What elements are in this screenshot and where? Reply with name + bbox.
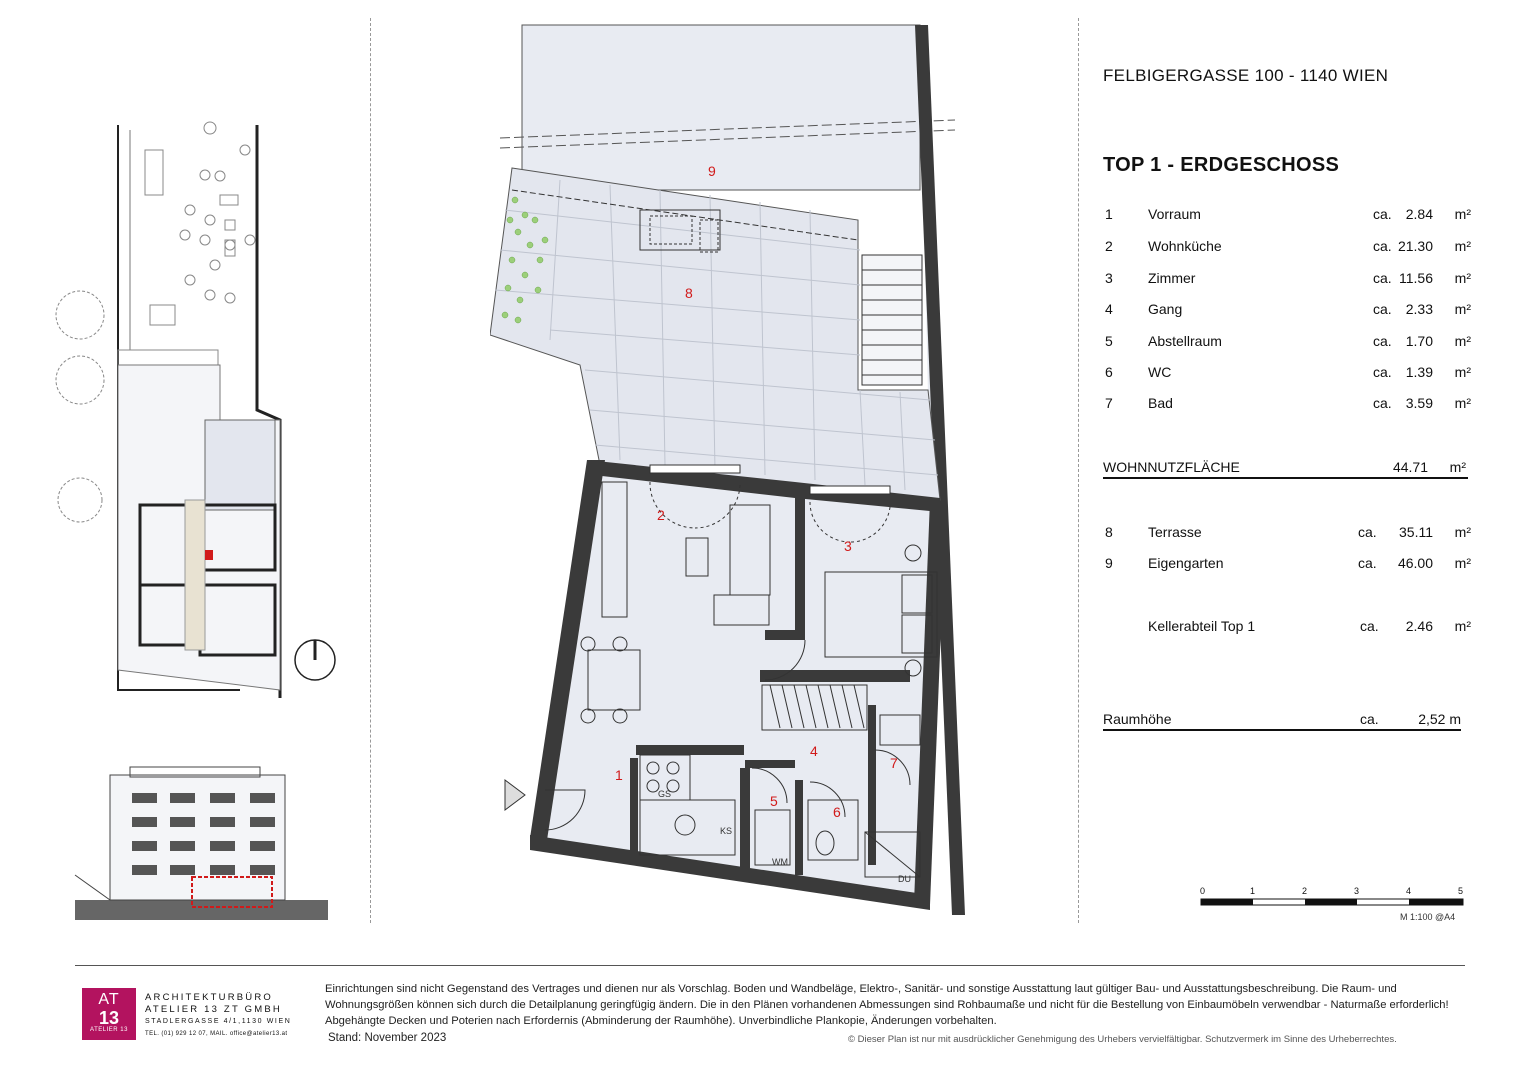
room-name: Wohnküche <box>1148 238 1222 254</box>
room-row <box>1103 333 1473 355</box>
room-unit: m² <box>1454 206 1471 222</box>
scale-tick-label: 3 <box>1354 886 1360 896</box>
room-name: Gang <box>1148 301 1183 317</box>
site-plan <box>40 110 350 710</box>
room-unit: m² <box>1454 395 1471 411</box>
plan-label-wm: WM <box>772 857 788 867</box>
room-number: 8 <box>1105 524 1113 540</box>
scale-tick-label: 0 <box>1200 886 1206 896</box>
room-area: 1.39 <box>1405 364 1433 380</box>
raumhoehe-ca: ca. <box>1360 711 1379 727</box>
scale-tick-label: 4 <box>1406 886 1412 896</box>
room-area: 11.56 <box>1399 270 1433 286</box>
wohnnutzflaeche-label: WOHNNUTZFLÄCHE <box>1103 459 1240 475</box>
address: FELBIGERGASSE 100 - 1140 WIEN <box>1103 66 1389 85</box>
raumhoehe-value: 2,52 m <box>1418 711 1461 727</box>
room-number: 4 <box>1105 301 1113 317</box>
room-unit: m² <box>1454 301 1471 317</box>
room-area: 21.30 <box>1397 238 1433 254</box>
disclaimer: Einrichtungen sind nicht Gegenstand des Vertrages und dienen nur als Vorschlag. Boden und Wandbeläge, Elektro-, Sanitär- und sonstige Ausstattung laut gültiger Bau- und Ausstattungsbeschreibung. Die Raum- und Wohnungsgrößen können sich durch die Detailplanung geringfügig ändern. Die in den Plänen vorhandenen Abmessungen sind Rohbaumaße und nicht für die Bestellung von Einbaumöbeln verwendbar - Naturmaße erforderlich! Abgehängte Decken und Poterien nach Erfordernis (Abminderung der Raumhöhe). Unverbindliche Plankopie, Änderungen vorbehalten. <box>325 983 1449 1027</box>
scale-bar <box>1200 898 1465 908</box>
plan-label-1: 1 <box>615 767 623 783</box>
room-number: 5 <box>1105 333 1113 349</box>
plan-label-4: 4 <box>810 743 818 759</box>
office-info <box>145 992 291 1040</box>
keller-unit: m² <box>1454 618 1471 634</box>
logo-mid: 13 <box>98 1008 120 1028</box>
plan-label-6: 6 <box>833 804 841 820</box>
room-number: 3 <box>1105 270 1113 286</box>
room-area: 35.11 <box>1399 524 1433 540</box>
room-unit: m² <box>1454 364 1471 380</box>
scale-tick-label: 1 <box>1250 886 1256 896</box>
room-area: 46.00 <box>1397 555 1433 571</box>
room-ca: ca. <box>1373 364 1392 380</box>
room-name: Terrasse <box>1148 524 1202 540</box>
room-ca: ca. <box>1358 555 1377 571</box>
atelier13-logo <box>82 988 136 1040</box>
raumhoehe-label: Raumhöhe <box>1103 711 1172 727</box>
plan-label-2: 2 <box>657 507 665 523</box>
wohnnutzflaeche-unit: m² <box>1449 459 1466 475</box>
raumhoehe-row <box>1103 711 1461 731</box>
keller-ca: ca. <box>1360 618 1379 634</box>
room-area: 2.33 <box>1405 301 1433 317</box>
room-number: 9 <box>1105 555 1113 571</box>
room-number: 7 <box>1105 395 1113 411</box>
room-unit: m² <box>1454 333 1471 349</box>
copyright-note: © Dieser Plan ist nur mit ausdrücklicher Genehmigung des Urhebers vervielfältigbar. Schutzvermerk im Sinne des Urheberrechtes. <box>848 1034 1397 1045</box>
garden-area <box>522 25 920 190</box>
keller-row <box>1103 618 1473 640</box>
floor-plan <box>490 20 980 920</box>
office-line1: ARCHITEKTURBÜRO <box>145 992 274 1003</box>
room-unit: m² <box>1454 524 1471 540</box>
office-line3: STADLERGASSE 4/1,1130 WIEN <box>145 1018 292 1025</box>
plan-label-8: 8 <box>685 285 693 301</box>
elevation-sketch <box>70 765 335 925</box>
room-ca: ca. <box>1373 395 1392 411</box>
room-unit: m² <box>1454 555 1471 571</box>
divider-right <box>1078 18 1079 923</box>
plan-label-du: DU <box>898 874 911 884</box>
unit-title: TOP 1 - ERDGESCHOSS <box>1103 154 1340 176</box>
scale-note: M 1:100 @A4 <box>1400 912 1456 922</box>
plan-label-ks: KS <box>720 826 733 836</box>
room-ca: ca. <box>1373 301 1392 317</box>
room-area: 1.70 <box>1405 333 1433 349</box>
room-number: 6 <box>1105 364 1113 380</box>
room-row <box>1103 206 1473 228</box>
room-name: Bad <box>1148 395 1173 411</box>
room-unit: m² <box>1454 238 1471 254</box>
room-row <box>1103 364 1473 386</box>
outdoor-row <box>1103 555 1473 577</box>
room-number: 1 <box>1105 206 1113 222</box>
room-name: Vorraum <box>1148 206 1201 222</box>
room-row <box>1103 395 1473 417</box>
keller-area: 2.46 <box>1405 618 1433 634</box>
scale-tick-label: 2 <box>1302 886 1308 896</box>
wohnnutzflaeche-area: 44.71 <box>1392 459 1428 475</box>
room-name: Abstellraum <box>1148 333 1222 349</box>
room-unit: m² <box>1454 270 1471 286</box>
room-ca: ca. <box>1373 238 1392 254</box>
logo-bottom: ATELIER 13 <box>90 1027 128 1033</box>
room-area: 2.84 <box>1405 206 1433 222</box>
plan-label-gs: GS <box>658 789 672 799</box>
room-name: WC <box>1148 364 1172 380</box>
footer-divider <box>75 965 1465 966</box>
room-row <box>1103 270 1473 292</box>
room-row <box>1103 238 1473 260</box>
plan-label-7: 7 <box>890 755 898 771</box>
plan-label-9: 9 <box>708 163 716 179</box>
divider-left <box>370 18 371 923</box>
room-ca: ca. <box>1373 333 1392 349</box>
office-line4: TEL. (01) 929 12 07, MAIL. office@atelier13.at <box>145 1031 288 1037</box>
room-ca: ca. <box>1373 206 1392 222</box>
room-number: 2 <box>1105 238 1113 254</box>
room-ca: ca. <box>1358 524 1377 540</box>
logo-top: AT <box>98 991 120 1008</box>
scale-labels <box>1200 886 1470 898</box>
keller-name: Kellerabteil Top 1 <box>1148 618 1256 634</box>
scale-tick-label: 5 <box>1458 886 1464 896</box>
outdoor-row <box>1103 524 1473 546</box>
plan-label-5: 5 <box>770 793 778 809</box>
room-row <box>1103 301 1473 323</box>
room-name: Eigengarten <box>1148 555 1224 571</box>
room-area: 3.59 <box>1405 395 1433 411</box>
stand-date: Stand: November 2023 <box>328 1032 447 1044</box>
room-ca: ca. <box>1373 270 1392 286</box>
office-line2: ATELIER 13 ZT GMBH <box>145 1004 282 1015</box>
wohnnutzflaeche-row <box>1103 459 1468 479</box>
room-name: Zimmer <box>1148 270 1196 286</box>
plan-label-3: 3 <box>844 538 852 554</box>
